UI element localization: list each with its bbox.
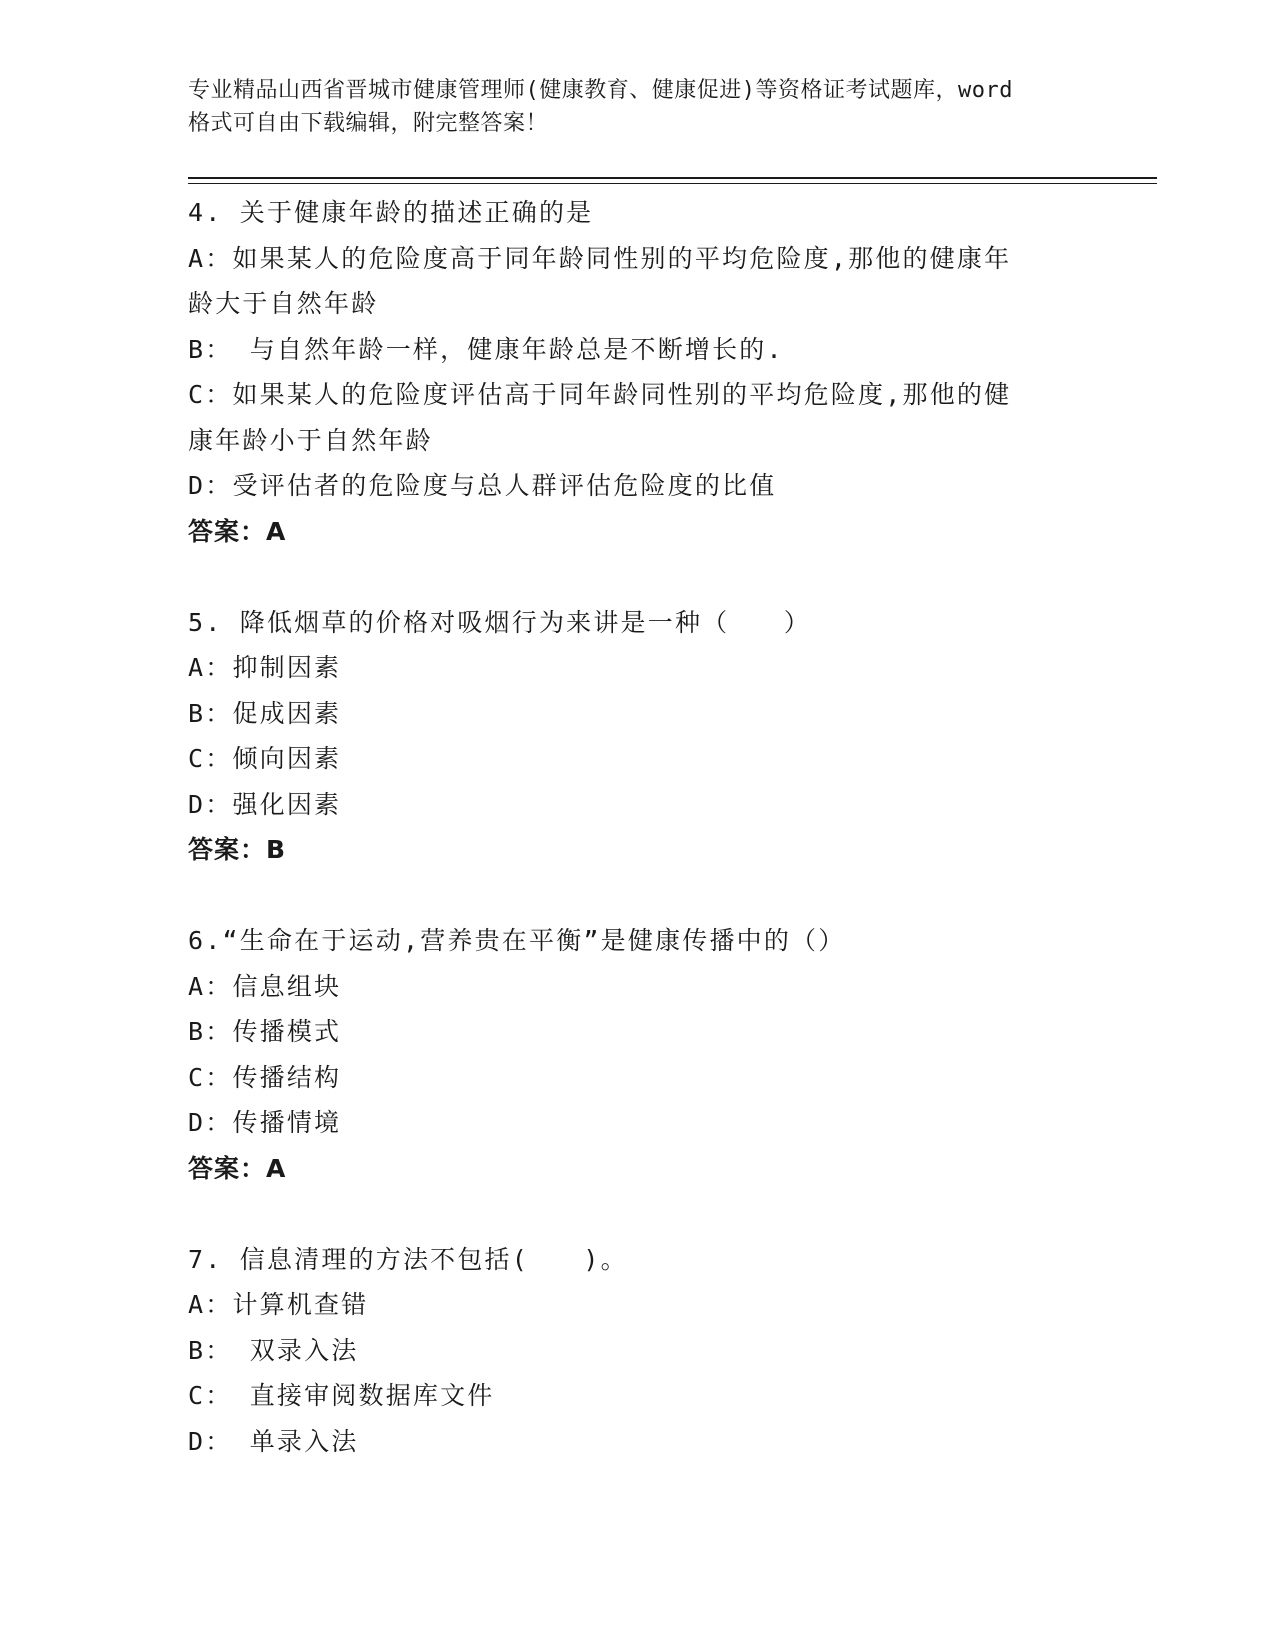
header-line-1: 专业精品山西省晋城市健康管理师(健康教育、健康促进)等资格证考试题库，word <box>188 78 1013 103</box>
question-stem: 5. 降低烟草的价格对吸烟行为来讲是一种（ ） <box>188 607 811 637</box>
option-line: A：如果某人的危险度高于同年龄同性别的平均危险度,那他的健康年 <box>188 243 1012 273</box>
option-line: D：传播情境 <box>188 1108 342 1137</box>
option-line: B： 双录入法 <box>188 1335 359 1365</box>
option-line: A：抑制因素 <box>188 653 342 682</box>
spacer <box>188 554 1108 600</box>
question-block-4 <box>188 190 1108 554</box>
option-line: C：倾向因素 <box>188 744 342 773</box>
question-stem: 4. 关于健康年龄的描述正确的是 <box>188 198 594 227</box>
option-line: B：促成因素 <box>188 698 342 728</box>
option-line: A：信息组块 <box>188 971 342 1001</box>
answer-line: 答案：A <box>188 516 287 546</box>
option-line: 龄大于自然年龄 <box>188 289 379 318</box>
option-line: D：受评估者的危险度与总人群评估危险度的比值 <box>188 471 777 500</box>
spacer <box>188 1191 1108 1237</box>
option-line: D：强化因素 <box>188 789 342 819</box>
question-stem: 7. 信息清理的方法不包括( )。 <box>188 1244 628 1274</box>
option-line: 康年龄小于自然年龄 <box>188 425 433 455</box>
header-divider-thick <box>188 177 1157 179</box>
question-list <box>188 190 1108 1464</box>
option-line: C： 直接审阅数据库文件 <box>188 1381 495 1410</box>
question-stem: 6.“生命在于运动,营养贵在平衡”是健康传播中的（） <box>188 926 846 955</box>
option-line: C：如果某人的危险度评估高于同年龄同性别的平均危险度,那他的健 <box>188 380 1012 409</box>
header-line-2: 格式可自由下载编辑，附完整答案！ <box>188 111 549 136</box>
option-line: A：计算机查错 <box>188 1290 369 1319</box>
answer-line: 答案：B <box>188 835 287 864</box>
option-line: C：传播结构 <box>188 1062 342 1092</box>
question-block-7 <box>188 1237 1108 1465</box>
option-line: B： 与自然年龄一样，健康年龄总是不断增长的. <box>188 334 784 364</box>
document-header <box>188 74 1088 140</box>
question-block-5 <box>188 600 1108 873</box>
option-line: B：传播模式 <box>188 1017 342 1046</box>
spacer <box>188 873 1108 919</box>
header-divider-thin <box>188 183 1157 184</box>
answer-line: 答案：A <box>188 1153 287 1183</box>
question-block-6 <box>188 918 1108 1191</box>
option-line: D： 单录入法 <box>188 1426 359 1456</box>
